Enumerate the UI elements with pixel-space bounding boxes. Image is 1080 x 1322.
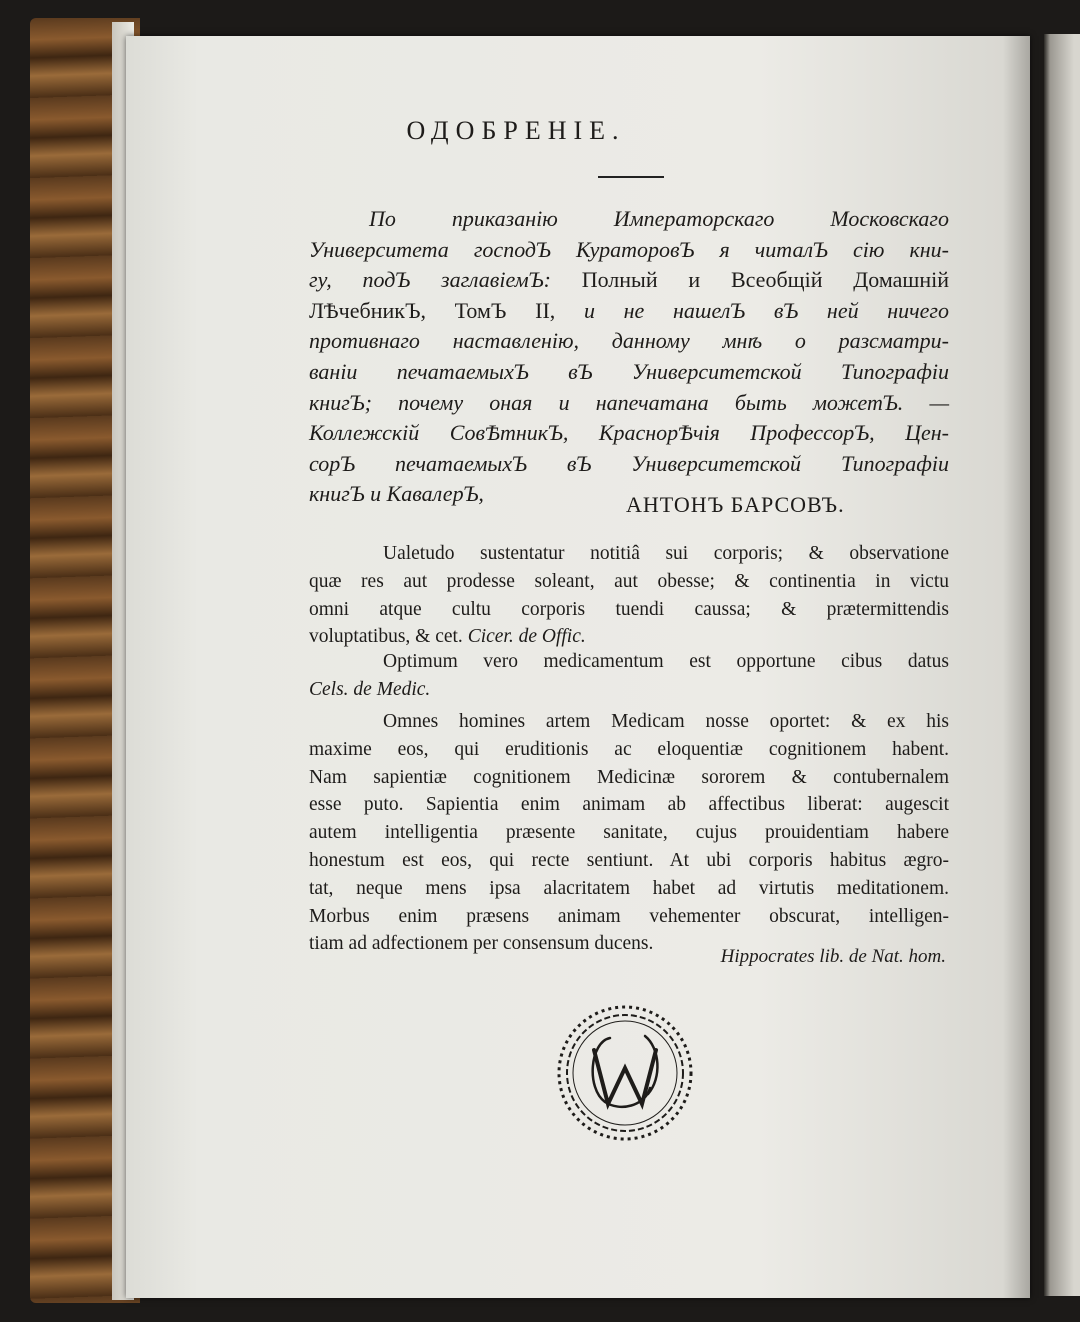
- heading-rule: [598, 176, 664, 178]
- quote-line: [309, 676, 949, 704]
- quote-line: esse puto. Sapientia enim animam ab affectibus liberat: augescit: [309, 794, 949, 816]
- page-heading: ОДОБРЕНІЕ.: [406, 116, 626, 145]
- quote-line: tat, neque mens ipsa alacritatem habet ad virtutis meditationem.: [309, 877, 949, 899]
- quote-line: maxime eos, qui eruditionis ac eloquentiæ cognitionem habent.: [309, 738, 949, 760]
- approval-text: [309, 204, 949, 510]
- facing-page-edge: [1044, 34, 1080, 1296]
- approval-line: Университета господЪ КураторовЪ я читалЪ сію кни-: [309, 236, 949, 262]
- quote-celsus: [309, 648, 949, 704]
- approval-line: книгЪ; почему оная и напечатана быть можетЪ. —: [309, 389, 949, 415]
- quote-line: autem intelligentia præsente sanitate, cujus prouidentiam habere: [309, 822, 949, 844]
- quote-line: quæ res aut prodesse soleant, aut obesse; & continentia in victu: [309, 570, 949, 592]
- approval-line: ваніи печатаемыхЪ вЪ Университетской Типографіи: [309, 358, 949, 384]
- quote-source: Cicer. de Offic.: [467, 626, 586, 648]
- book-title: Полный и Всеобщій Домашній: [581, 267, 949, 293]
- quote-hippocrates: [309, 708, 949, 958]
- approval-line: сорЪ печатаемыхЪ вЪ Университетской Типографіи: [309, 450, 949, 476]
- book-page: [126, 36, 1030, 1298]
- quote-source: Hippocrates lib. de Nat. hom.: [720, 946, 946, 967]
- quote-line: Optimum vero medicamentum est opportune cibus datus: [383, 651, 949, 672]
- quote-line: omni atque cultu corporis tuendi caussa; & prætermittendis: [309, 598, 949, 620]
- approval-line: гу, подЪ заглавіемЪ: Полный и Всеобщій Домашній: [309, 267, 949, 293]
- printer-monogram-emblem: [550, 998, 700, 1148]
- quote-line: voluptatibus, & cet. Cicer. de Offic.: [309, 626, 586, 648]
- approval-line: Коллежскій СовѢтникЪ, КраснорѢчія ПрофессорЪ, Цен-: [309, 420, 949, 446]
- quote-source: Cels. de Medic.: [309, 678, 431, 700]
- approval-line: книгЪ и КавалерЪ,: [309, 481, 484, 507]
- book-volume: ЛѢчебникЪ, ТомЪ II,: [309, 297, 556, 323]
- quote-line: tiam ad adfectionem per consensum ducens.: [309, 933, 654, 955]
- approval-line: По приказанію Императорскаго Московскаго: [369, 206, 949, 231]
- approval-line: противнаго наставленію, данному мнѣ о разсматри-: [309, 328, 949, 354]
- quote-line: honestum est eos, qui recte sentiunt. At ubi corporis habitus ægro-: [309, 849, 949, 871]
- quote-line: Morbus enim præsens animam vehementer obscurat, intelligen-: [309, 905, 949, 927]
- quote-line: Omnes homines artem Medicam nosse oportet: & ex his: [383, 711, 949, 732]
- approval-line: ЛѢчебникЪ, ТомЪ II, и не нашелЪ вЪ ней ничего: [309, 297, 950, 323]
- quote-line: Nam sapientiæ cognitionem Medicinæ sororem & contubernalem: [309, 766, 949, 788]
- censor-signature: АНТОНЪ БАРСОВЪ.: [626, 492, 845, 517]
- quote-line: Ualetudo sustentatur notitiâ sui corporis; & observatione: [383, 543, 949, 564]
- quote-cicero: [309, 540, 949, 651]
